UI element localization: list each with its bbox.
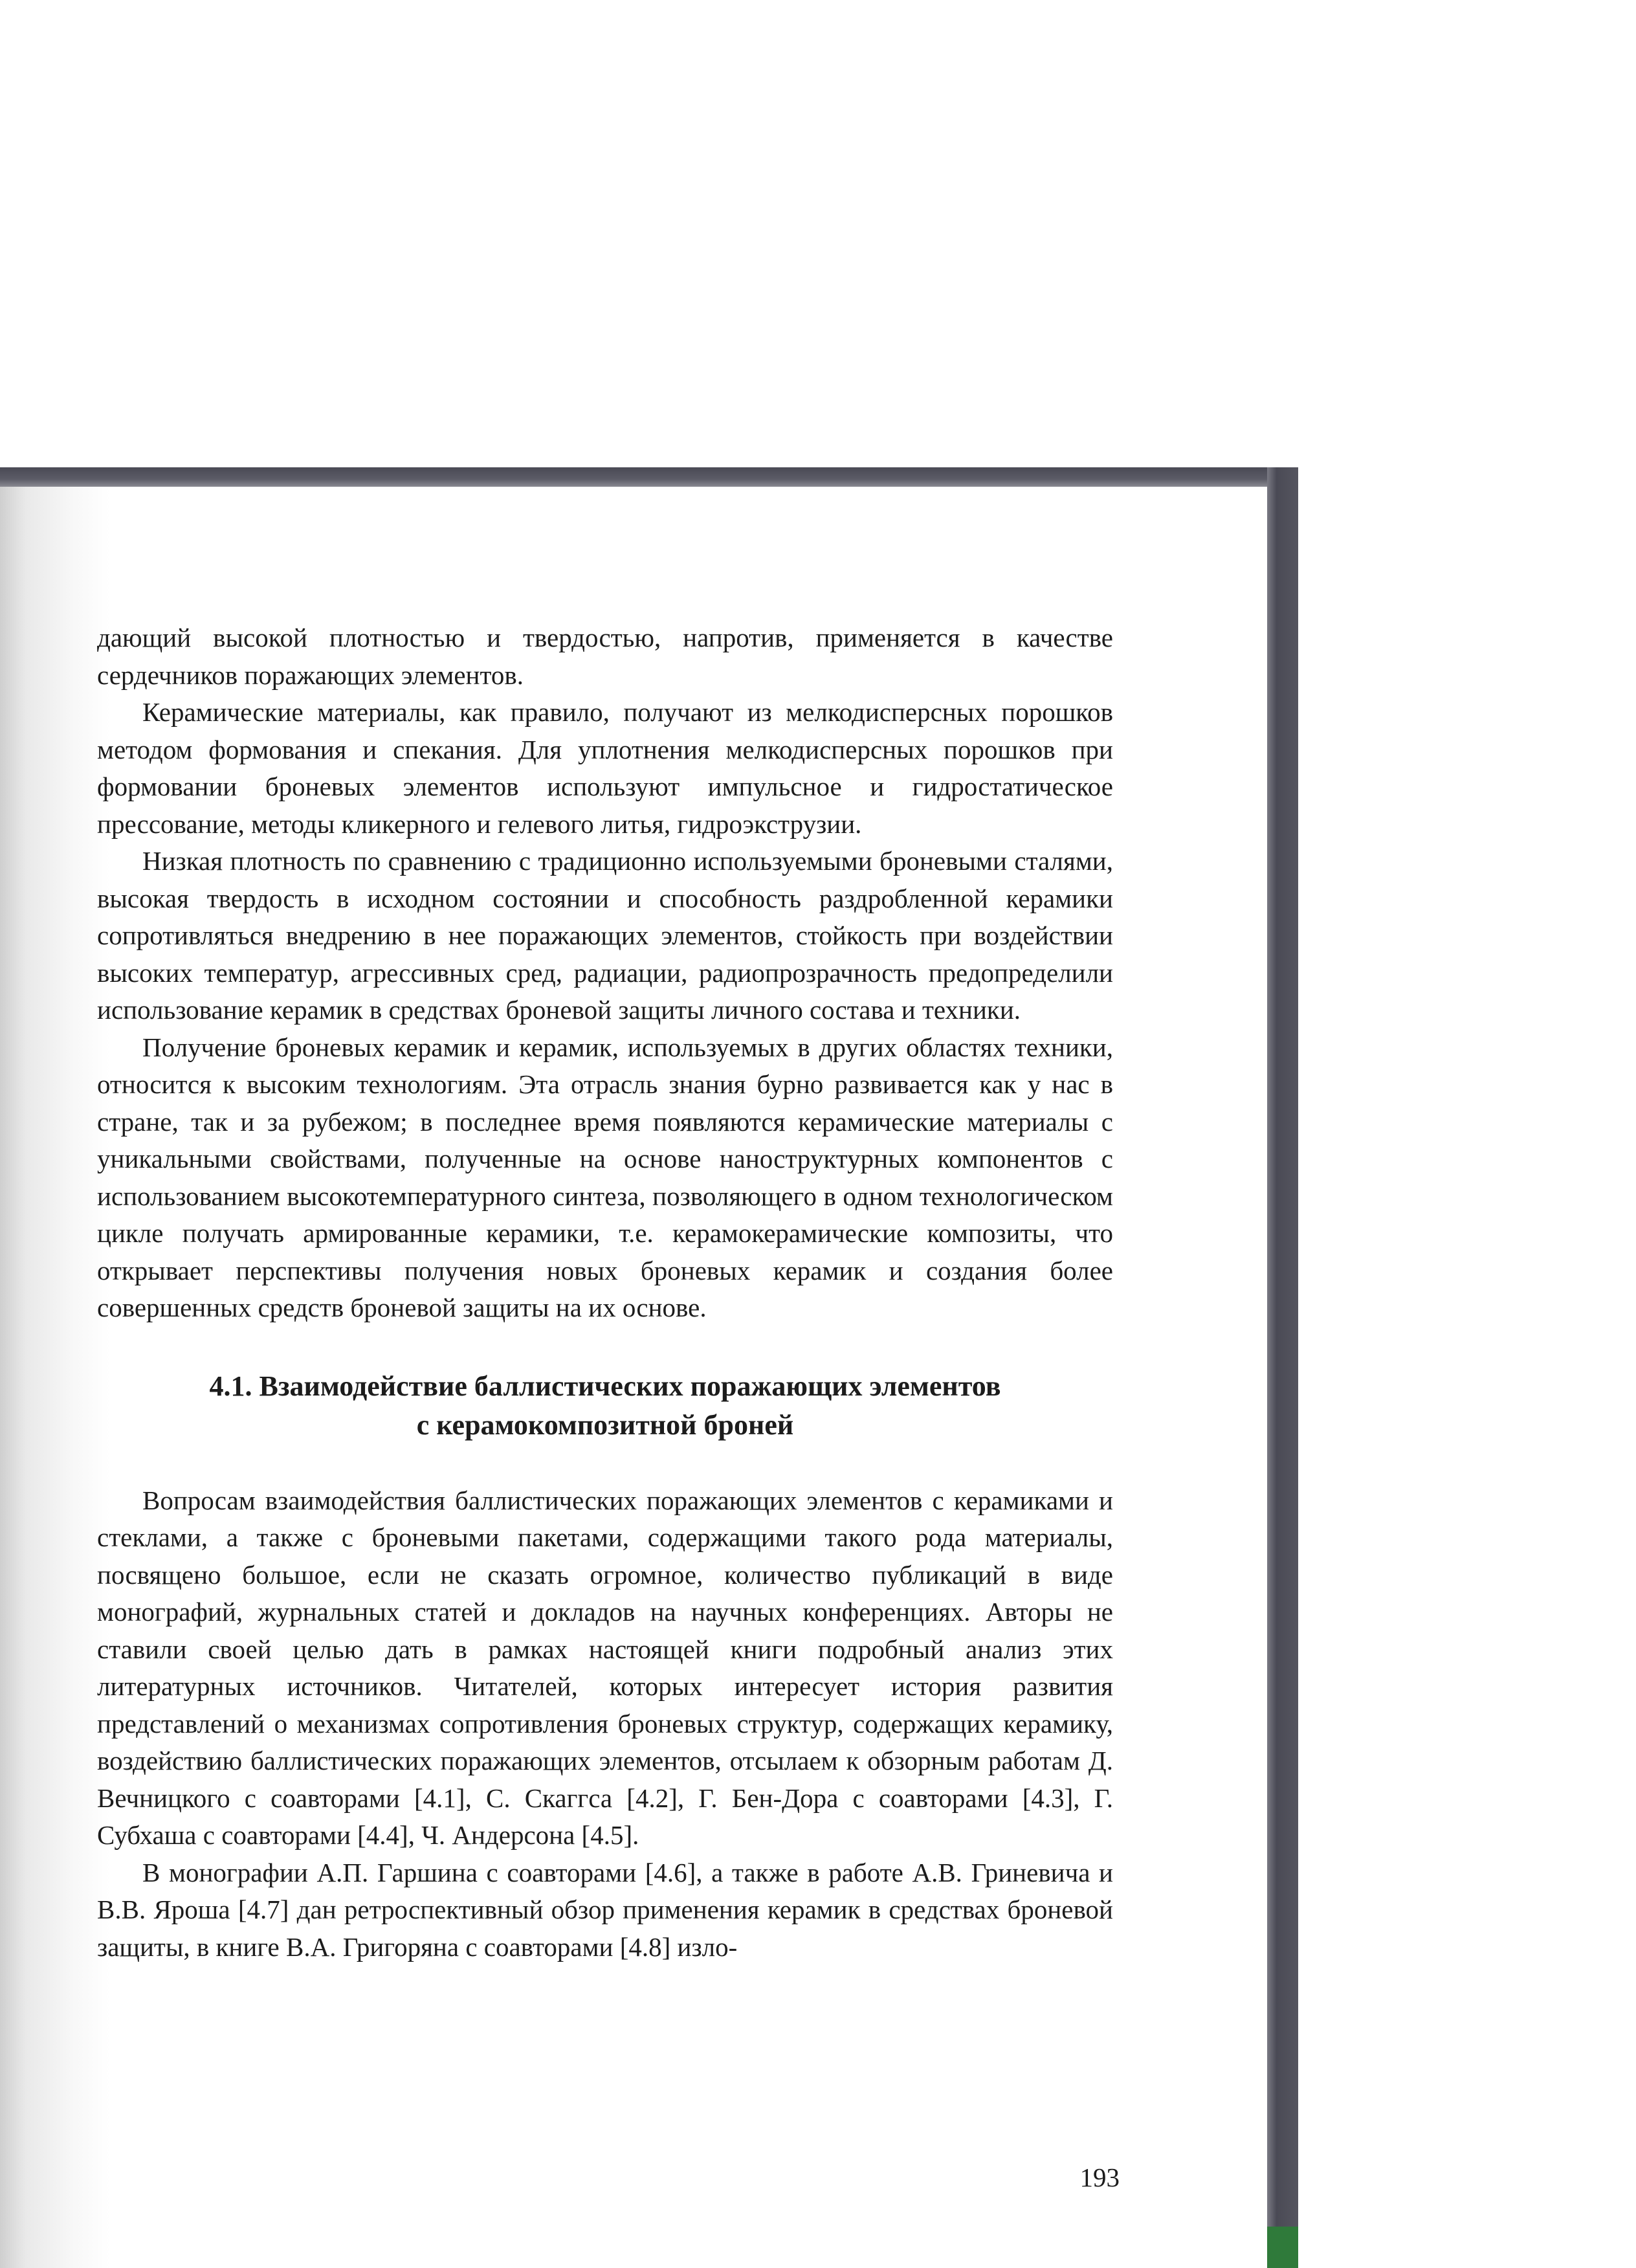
- book-page: [0, 487, 1267, 2268]
- page-text: [97, 619, 1113, 1966]
- book-cover-edge-right: [1267, 467, 1298, 2268]
- book-cover-edge-green: [1267, 2227, 1298, 2268]
- section-heading: [97, 1367, 1113, 1445]
- paragraph-literature-review: Вопросам взаимодействия баллистических поражающих элементов с керамиками и стеклами, а также с броневыми пакетами, содержащими такого рода материалы, посвящено большое, если не сказать огромное, количество публикаций в виде монографий, журнальных статей и докладов на научных конференциях. Авторы не ставили своей целью дать в рамках настоящей книги подробный анализ этих литературных источников. Читателей, которых интересует история развития представлений о механизмах сопротивления броневых структур, содержащих керамику, воздействию баллистических поражающих элементов, отсылаем к обзорным работам Д. Вечницкого с соавторами [4.1], С. Скаггса [4.2], Г. Бен-Дора с соавторами [4.3], Г. Субхаша с соавторами [4.4], Ч. Андерсона [4.5].: [97, 1485, 1113, 1850]
- book-cover-edge-top: [0, 467, 1294, 487]
- paragraph-monographs: В монографии А.П. Гаршина с соавторами [4.6], а также в работе А.В. Гриневича и В.В. Яроша [4.7] дан ретроспективный обзор применения керамик в средствах броневой защиты, в книге В.А. Григоряна с соавторами [4.8] изло-: [97, 1857, 1113, 1962]
- paragraph-ceramic-properties: Низкая плотность по сравнению с традиционно используемыми броневыми сталями, высокая твердость в исходном состоянии и способность раздробленной керамики сопротивляться внедрению в нее поражающих элементов, стойкость при воздействии высоких температур, агрессивных сред, радиации, радиопрозрачность предопределили использование керамик в средствах броневой защиты личного состава и техники.: [97, 846, 1113, 1025]
- page-number: 193: [1079, 2162, 1120, 2192]
- paragraph-ceramic-technology: Получение броневых керамик и керамик, используемых в других областях техники, относится к высоким технологиям. Эта отрасль знания бурно развивается как у нас в стране, так и за рубежом; в последнее время появляются керамические материалы с уникальными свойствами, полученные на основе наноструктурных компонентов с использованием высокотемпературного синтеза, позволяющего в одном технологическом цикле получать армированные керамики, т.е. керамокерамические композиты, что открывает перспективы получения новых броневых керамик и создания более совершенных средств броневой защиты на их основе.: [97, 1032, 1113, 1322]
- section-heading-line-1: 4.1. Взаимодействие баллистических поражающих элементов: [209, 1370, 1001, 1402]
- paragraph-ceramic-production: Керамические материалы, как правило, получают из мелкодисперсных порошков методом формования и спекания. Для уплотнения мелкодисперсных порошков при формовании броневых элементов используют импульсное и гидростатическое прессование, методы кликерного и гелевого литья, гидроэкструзии.: [97, 697, 1113, 839]
- paragraph-continuation: дающий высокой плотностью и твердостью, напротив, применяется в качестве сердечников поражающих элементов.: [97, 623, 1113, 690]
- section-heading-line-2: с керамокомпозитной броней: [416, 1408, 794, 1441]
